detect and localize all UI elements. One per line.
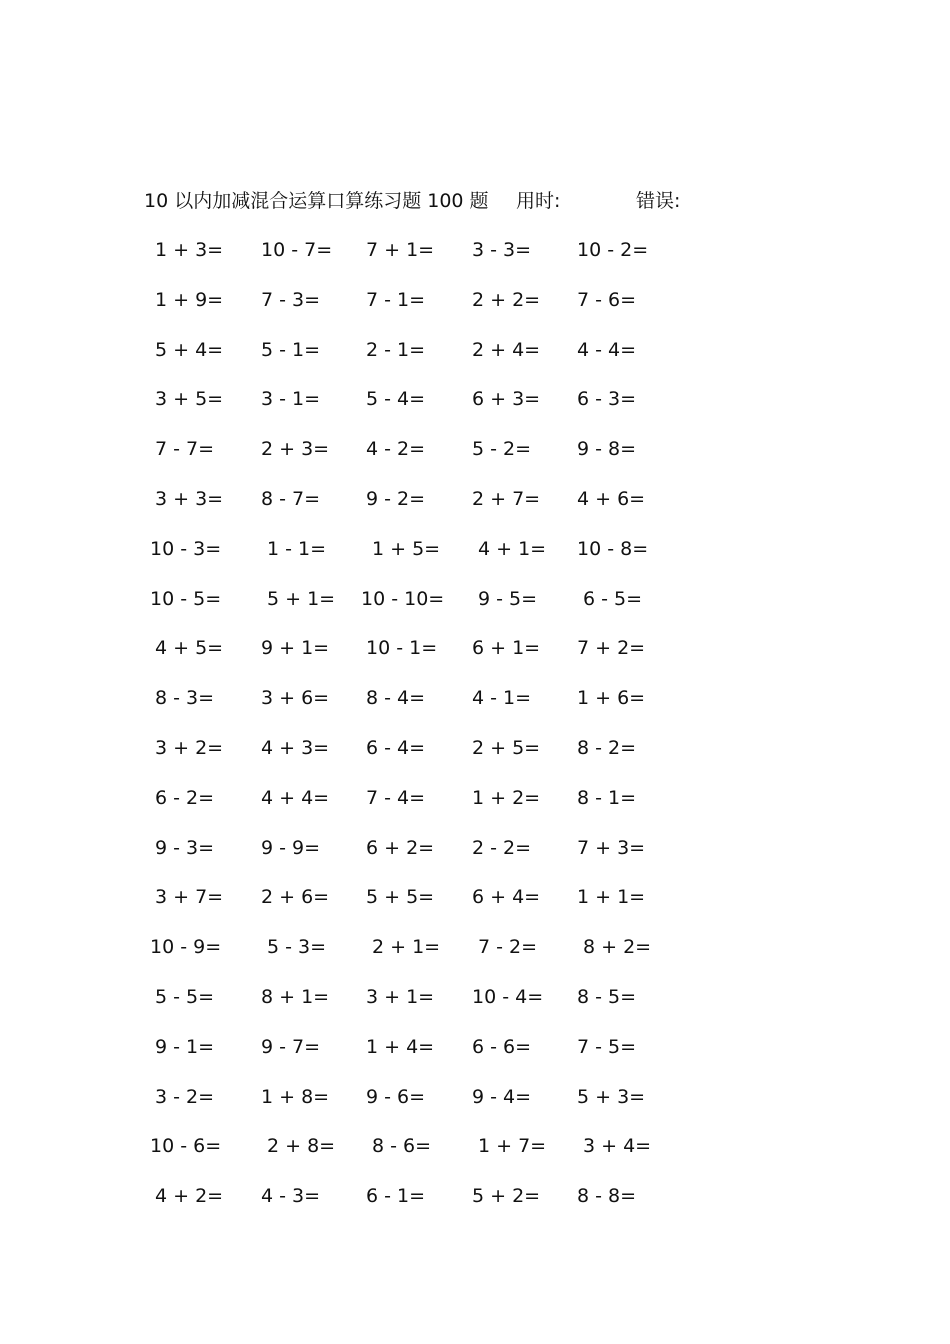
problem-row [150,733,710,783]
problem-row [150,285,710,335]
problem-cell: 1 + 1= [577,886,646,909]
problem-cell: 1 + 8= [261,1085,330,1108]
problem-cell: 8 - 4= [366,687,426,710]
problem-cell: 5 + 3= [577,1085,646,1108]
problem-row [150,633,710,683]
problem-cell: 8 - 7= [261,487,321,510]
problem-row [150,683,710,733]
problem-row [150,235,710,285]
problem-cell: 1 + 9= [155,288,224,311]
problem-cell: 1 + 6= [577,687,646,710]
problem-cell: 8 - 6= [372,1135,432,1158]
problem-row [150,484,710,534]
problem-cell: 10 - 5= [150,587,222,610]
problem-cell: 5 - 3= [267,936,327,959]
problem-cell: 1 + 5= [372,537,441,560]
problem-cell: 5 - 1= [261,338,321,361]
problem-cell: 4 + 3= [261,736,330,759]
problem-cell: 3 + 1= [366,985,435,1008]
problem-cell: 2 + 5= [472,736,541,759]
problem-cell: 10 - 6= [150,1135,222,1158]
problem-cell: 1 + 7= [478,1135,547,1158]
problem-cell: 8 - 1= [577,786,637,809]
problem-cell: 6 - 4= [366,736,426,759]
problem-row [150,335,710,385]
problem-cell: 9 - 1= [155,1035,215,1058]
problem-cell: 4 + 5= [155,637,224,660]
problem-row [150,1032,710,1082]
problem-cell: 10 - 8= [577,537,649,560]
problem-cell: 3 - 2= [155,1085,215,1108]
problem-cell: 7 + 3= [577,836,646,859]
problem-row [150,783,710,833]
problem-cell: 7 + 1= [366,239,435,261]
problem-cell: 6 - 1= [366,1185,426,1208]
problem-cell: 5 + 1= [267,587,336,610]
errors-label: 错误: [636,190,681,212]
problem-cell: 2 + 2= [472,288,541,311]
problem-cell: 9 - 6= [366,1085,426,1108]
problem-cell: 2 + 4= [472,338,541,361]
problem-row [150,932,710,982]
problem-cell: 9 - 8= [577,438,637,461]
problem-cell: 5 + 2= [472,1185,541,1208]
problem-row [150,833,710,883]
problem-cell: 9 + 1= [261,637,330,660]
problem-row [150,434,710,484]
problem-row [150,1181,710,1231]
problem-cell: 10 - 1= [366,637,438,660]
problem-row [150,534,710,584]
problem-row [150,384,710,434]
problem-cell: 6 - 2= [155,786,215,809]
problem-cell: 8 - 8= [577,1185,637,1208]
problem-cell: 3 + 5= [155,388,224,411]
problem-cell: 3 - 3= [472,239,532,261]
problem-cell: 3 + 6= [261,687,330,710]
problem-cell: 3 + 7= [155,886,224,909]
problem-cell: 8 - 2= [577,736,637,759]
problem-cell: 6 + 4= [472,886,541,909]
problem-cell: 4 - 3= [261,1185,321,1208]
problem-cell: 6 + 1= [472,637,541,660]
problem-cell: 2 - 2= [472,836,532,859]
problem-cell: 4 + 2= [155,1185,224,1208]
problem-cell: 9 - 2= [366,487,426,510]
problem-cell: 2 + 3= [261,438,330,461]
problem-cell: 7 - 5= [577,1035,637,1058]
worksheet-title: 10 以内加减混合运算口算练习题 100 题 [144,190,489,212]
problem-cell: 8 - 5= [577,985,637,1008]
problem-cell: 7 + 2= [577,637,646,660]
problem-cell: 6 - 3= [577,388,637,411]
problem-cell: 1 + 4= [366,1035,435,1058]
problem-cell: 2 + 1= [372,936,441,959]
problem-cell: 3 + 2= [155,736,224,759]
problem-cell: 1 - 1= [267,537,327,560]
problem-cell: 10 - 2= [577,239,649,261]
problem-cell: 10 - 3= [150,537,222,560]
problem-cell: 4 - 4= [577,338,637,361]
problem-cell: 2 + 8= [267,1135,336,1158]
problem-cell: 3 + 4= [583,1135,652,1158]
problem-cell: 9 - 7= [261,1035,321,1058]
problem-cell: 3 - 1= [261,388,321,411]
problem-cell: 9 - 4= [472,1085,532,1108]
problem-cell: 9 - 5= [478,587,538,610]
problem-cell: 7 - 1= [366,288,426,311]
problem-cell: 7 - 4= [366,786,426,809]
problem-cell: 4 + 6= [577,487,646,510]
problem-cell: 2 + 7= [472,487,541,510]
problem-cell: 10 - 4= [472,985,544,1008]
problem-row [150,1082,710,1132]
problem-row [150,882,710,932]
problem-cell: 4 - 1= [472,687,532,710]
problem-cell: 10 - 7= [261,239,333,261]
problem-cell: 9 - 9= [261,836,321,859]
problem-cell: 2 + 6= [261,886,330,909]
problem-cell: 4 + 1= [478,537,547,560]
problem-cell: 7 - 7= [155,438,215,461]
problem-grid [150,235,710,1231]
problem-cell: 5 - 5= [155,985,215,1008]
problem-cell: 4 + 4= [261,786,330,809]
problem-cell: 3 + 3= [155,487,224,510]
problem-row [150,982,710,1032]
problem-cell: 7 - 3= [261,288,321,311]
problem-row [150,584,710,634]
problem-cell: 8 + 1= [261,985,330,1008]
problem-cell: 8 + 2= [583,936,652,959]
problem-cell: 2 - 1= [366,338,426,361]
time-label: 用时: [516,190,561,212]
problem-cell: 6 + 2= [366,836,435,859]
problem-cell: 7 - 6= [577,288,637,311]
problem-cell: 1 + 3= [155,239,224,261]
problem-cell: 5 + 5= [366,886,435,909]
problem-cell: 6 + 3= [472,388,541,411]
problem-cell: 10 - 9= [150,936,222,959]
problem-cell: 8 - 3= [155,687,215,710]
problem-cell: 5 + 4= [155,338,224,361]
problem-cell: 5 - 2= [472,438,532,461]
problem-cell: 9 - 3= [155,836,215,859]
problem-cell: 7 - 2= [478,936,538,959]
problem-cell: 6 - 6= [472,1035,532,1058]
problem-cell: 1 + 2= [472,786,541,809]
problem-cell: 10 - 10= [361,587,445,610]
problem-cell: 6 - 5= [583,587,643,610]
problem-cell: 4 - 2= [366,438,426,461]
problem-row [150,1131,710,1181]
problem-cell: 5 - 4= [366,388,426,411]
